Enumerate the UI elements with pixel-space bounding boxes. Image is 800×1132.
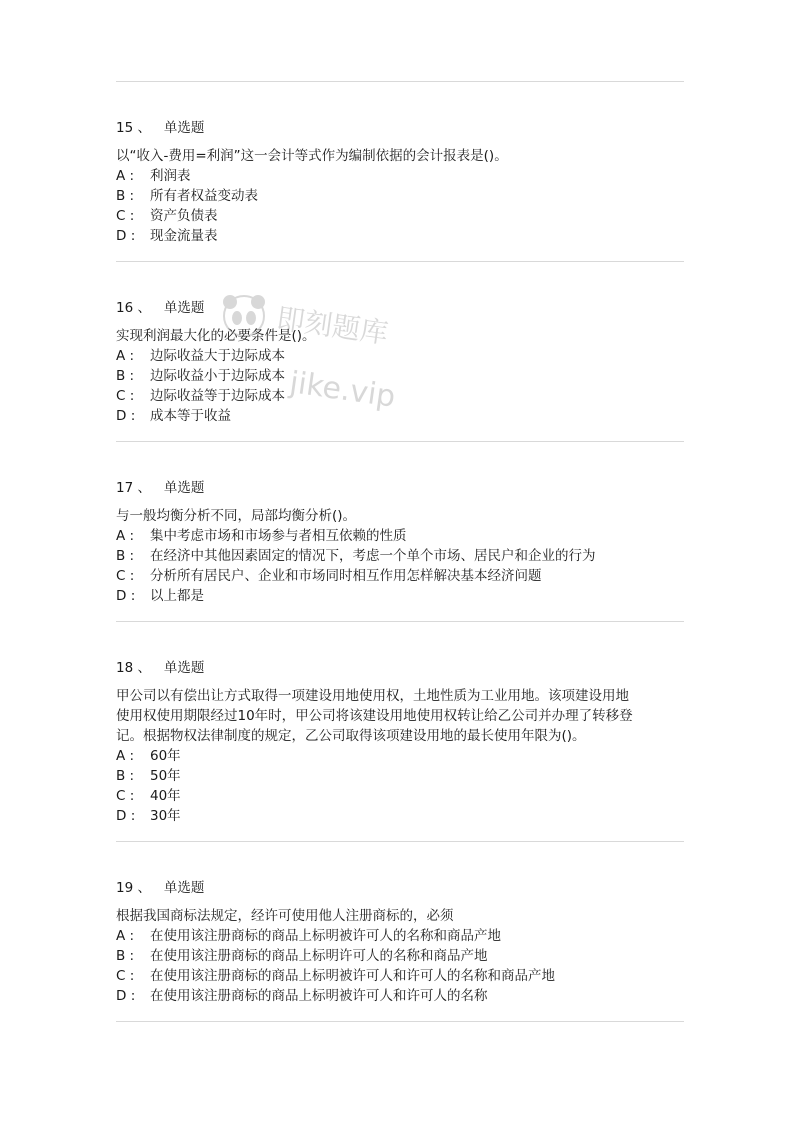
option-text: 利润表	[150, 168, 191, 184]
question-header	[116, 478, 688, 498]
divider	[116, 81, 684, 82]
question-number: 18	[116, 660, 134, 676]
question-number: 17	[116, 480, 134, 496]
question-stem	[116, 686, 688, 746]
option-c	[116, 566, 688, 586]
option-d	[116, 226, 688, 246]
question-stem	[116, 506, 688, 526]
option-d	[116, 986, 688, 1006]
question-16	[116, 298, 688, 426]
svg-text:jike.vip: jike.vip	[287, 365, 398, 415]
stem-line: 记。根据物权法律制度的规定，乙公司取得该项建设用地的最长使用年限为()。	[116, 728, 586, 744]
question-type: 单选题	[163, 480, 205, 496]
stem-line: 实现利润最大化的必要条件是()。	[116, 328, 316, 344]
question-header	[116, 658, 688, 678]
question-type: 单选题	[163, 880, 205, 896]
option-b	[116, 546, 688, 566]
question-separator: 、	[137, 660, 151, 676]
option-text: 所有者权益变动表	[150, 188, 258, 204]
question-stem	[116, 906, 688, 926]
option-letter: B :	[116, 188, 135, 204]
question-stem	[116, 146, 688, 166]
option-text: 30年	[150, 808, 181, 824]
divider	[116, 841, 684, 842]
option-text: 60年	[150, 748, 181, 764]
question-separator: 、	[137, 480, 151, 496]
question-number: 15	[116, 120, 134, 136]
question-header	[116, 118, 688, 138]
option-c	[116, 786, 688, 806]
option-text: 边际收益小于边际成本	[150, 368, 285, 384]
option-b	[116, 186, 688, 206]
option-a	[116, 526, 688, 546]
option-text: 现金流量表	[150, 228, 218, 244]
divider	[116, 261, 684, 262]
option-text: 成本等于收益	[150, 408, 231, 424]
option-d	[116, 806, 688, 826]
option-letter: C :	[116, 788, 135, 804]
option-letter: B :	[116, 548, 135, 564]
option-text: 在使用该注册商标的商品上标明被许可人和许可人的名称	[150, 988, 488, 1004]
question-header	[116, 298, 688, 318]
option-letter: D :	[116, 408, 136, 424]
option-letter: B :	[116, 368, 135, 384]
stem-line: 根据我国商标法规定，经许可使用他人注册商标的，必须	[116, 908, 454, 924]
svg-text:即刻题库: 即刻题库	[274, 301, 391, 351]
divider	[116, 1021, 684, 1022]
question-17	[116, 478, 688, 606]
option-letter: D :	[116, 988, 136, 1004]
option-letter: C :	[116, 208, 135, 224]
option-text: 边际收益大于边际成本	[150, 348, 285, 364]
question-separator: 、	[137, 300, 151, 316]
option-text: 在使用该注册商标的商品上标明许可人的名称和商品产地	[150, 948, 488, 964]
option-a	[116, 346, 688, 366]
question-separator: 、	[137, 880, 151, 896]
stem-line: 甲公司以有偿出让方式取得一项建设用地使用权，土地性质为工业用地。该项建设用地	[116, 688, 629, 704]
option-c	[116, 206, 688, 226]
question-number: 16	[116, 300, 134, 316]
option-a	[116, 926, 688, 946]
stem-line: 与一般均衡分析不同，局部均衡分析()。	[116, 508, 357, 524]
stem-line: 使用权使用期限经过10年时，甲公司将该建设用地使用权转让给乙公司并办理了转移登	[116, 708, 633, 724]
option-letter: A :	[116, 348, 135, 364]
option-c	[116, 386, 688, 406]
option-letter: C :	[116, 968, 135, 984]
option-letter: A :	[116, 928, 135, 944]
option-letter: B :	[116, 948, 135, 964]
option-text: 在使用该注册商标的商品上标明被许可人的名称和商品产地	[150, 928, 501, 944]
option-letter: C :	[116, 568, 135, 584]
option-a	[116, 746, 688, 766]
option-text: 资产负债表	[150, 208, 218, 224]
option-letter: A :	[116, 528, 135, 544]
option-letter: B :	[116, 768, 135, 784]
divider	[116, 621, 684, 622]
divider	[116, 441, 684, 442]
option-text: 集中考虑市场和市场参与者相互依赖的性质	[150, 528, 407, 544]
question-18	[116, 658, 688, 826]
option-b	[116, 366, 688, 386]
question-separator: 、	[137, 120, 151, 136]
option-b	[116, 946, 688, 966]
option-d	[116, 586, 688, 606]
option-text: 在经济中其他因素固定的情况下，考虑一个单个市场、居民户和企业的行为	[150, 548, 596, 564]
option-text: 40年	[150, 788, 181, 804]
option-letter: D :	[116, 588, 136, 604]
option-text: 在使用该注册商标的商品上标明被许可人和许可人的名称和商品产地	[150, 968, 555, 984]
option-a	[116, 166, 688, 186]
option-letter: A :	[116, 748, 135, 764]
question-15	[116, 118, 688, 246]
question-number: 19	[116, 880, 134, 896]
option-text: 以上都是	[150, 588, 204, 604]
question-type: 单选题	[163, 660, 205, 676]
option-b	[116, 766, 688, 786]
option-letter: A :	[116, 168, 135, 184]
option-text: 分析所有居民户、企业和市场同时相互作用怎样解决基本经济问题	[150, 568, 542, 584]
question-19	[116, 878, 688, 1006]
stem-line: 以“收入-费用=利润”这一会计等式作为编制依据的会计报表是()。	[116, 148, 508, 164]
option-letter: C :	[116, 388, 135, 404]
option-text: 边际收益等于边际成本	[150, 388, 285, 404]
option-letter: D :	[116, 228, 136, 244]
option-letter: D :	[116, 808, 136, 824]
question-stem	[116, 326, 688, 346]
question-type: 单选题	[163, 300, 205, 316]
question-header	[116, 878, 688, 898]
option-text: 50年	[150, 768, 181, 784]
option-d	[116, 406, 688, 426]
question-type: 单选题	[163, 120, 205, 136]
option-c	[116, 966, 688, 986]
